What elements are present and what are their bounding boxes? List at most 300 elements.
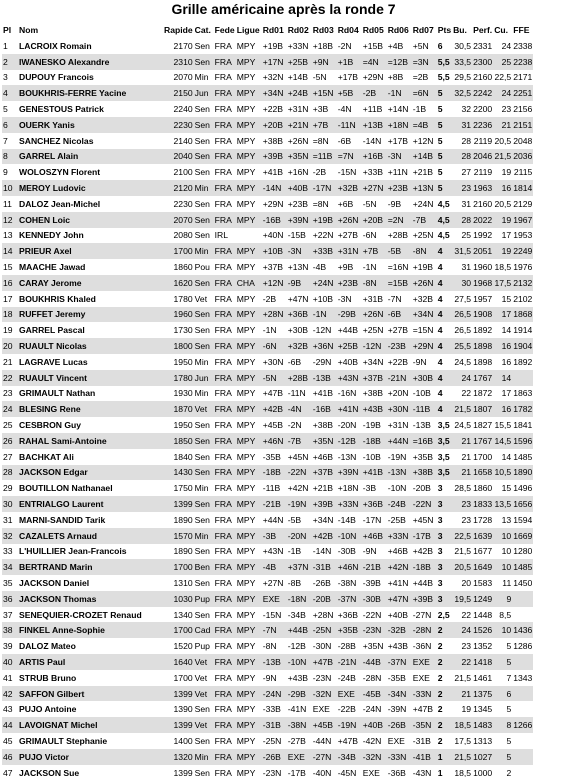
table-cell: 1950: [163, 354, 194, 370]
table-cell: +44B: [412, 575, 437, 591]
table-cell: 42: [2, 686, 18, 702]
table-cell: FRA: [214, 401, 236, 417]
table-cell: -34B: [287, 607, 312, 623]
table-cell: 1800: [163, 338, 194, 354]
table-cell: -14N: [262, 180, 287, 196]
table-cell: 6: [493, 686, 512, 702]
table-cell: Sen: [194, 54, 214, 70]
table-cell: 1520: [163, 638, 194, 654]
table-cell: -6N: [262, 338, 287, 354]
player-name: BOUTILLON Nathanael: [18, 480, 163, 496]
table-cell: 2051: [472, 243, 493, 259]
table-cell: 15,5: [493, 417, 512, 433]
table-cell: MPY: [236, 417, 262, 433]
table-cell: -4N: [287, 401, 312, 417]
player-name: WOLOSZYN Florent: [18, 164, 163, 180]
table-cell: 3: [437, 512, 452, 528]
table-cell: 1390: [163, 701, 194, 717]
table-cell: +43B: [387, 638, 412, 654]
table-row: [2, 54, 533, 70]
table-cell: 1968: [472, 275, 493, 291]
table-cell: +3B: [312, 101, 337, 117]
table-cell: -1N: [312, 307, 337, 323]
table-cell: -16N: [337, 386, 362, 402]
table-cell: -10B: [412, 386, 437, 402]
table-cell: 2160: [472, 70, 493, 86]
table-cell: Sen: [194, 38, 214, 54]
table-cell: MPY: [236, 370, 262, 386]
table-row: [2, 433, 533, 449]
table-cell: 5: [437, 149, 452, 165]
table-cell: 2170: [163, 38, 194, 54]
table-cell: FRA: [214, 717, 236, 733]
table-cell: +33B: [312, 243, 337, 259]
table-cell: 1890: [512, 465, 533, 481]
column-header: Fede: [214, 25, 235, 35]
table-cell: 1639: [472, 528, 493, 544]
table-cell: MPY: [236, 101, 262, 117]
table-cell: +38B: [362, 386, 387, 402]
table-cell: FRA: [214, 291, 236, 307]
table-cell: +18B: [312, 38, 337, 54]
table-cell: FRA: [214, 733, 236, 749]
table-cell: -40N: [312, 765, 337, 780]
table-row: [2, 117, 533, 133]
player-name: RUAULT Nicolas: [18, 338, 163, 354]
table-cell: -11B: [262, 480, 287, 496]
table-cell: Vet: [194, 670, 214, 686]
table-cell: MPY: [236, 765, 262, 780]
table-cell: +6B: [337, 196, 362, 212]
table-row: [2, 212, 533, 228]
table-cell: -19N: [337, 717, 362, 733]
table-row: [2, 85, 533, 101]
table-cell: -24N: [262, 686, 287, 702]
table-cell: +15B: [362, 38, 387, 54]
table-cell: 4: [437, 322, 452, 338]
table-cell: -10N: [337, 528, 362, 544]
table-cell: 2240: [163, 101, 194, 117]
table-cell: MPY: [236, 291, 262, 307]
table-cell: FRA: [214, 465, 236, 481]
table-cell: 1027: [472, 749, 493, 765]
table-cell: +24N: [412, 196, 437, 212]
table-cell: 1640: [163, 654, 194, 670]
table-cell: 1860: [472, 480, 493, 496]
table-cell: -14N: [312, 544, 337, 560]
table-cell: 3,5: [437, 465, 452, 481]
table-cell: -44B: [362, 654, 387, 670]
player-name: JACKSON Sue: [18, 765, 163, 780]
table-cell: 45: [2, 733, 18, 749]
table-cell: 1700: [472, 449, 493, 465]
table-cell: MPY: [236, 386, 262, 402]
table-cell: [512, 591, 533, 607]
table-cell: 1461: [472, 670, 493, 686]
table-row: [2, 149, 533, 165]
table-cell: [512, 733, 533, 749]
table-cell: Min: [194, 354, 214, 370]
table-cell: 1570: [163, 528, 194, 544]
table-cell: Sen: [194, 322, 214, 338]
table-cell: -6B: [287, 354, 312, 370]
table-cell: -9B: [387, 196, 412, 212]
table-cell: FRA: [214, 512, 236, 528]
table-cell: 3: [437, 544, 452, 560]
table-cell: MPY: [236, 717, 262, 733]
table-cell: 5: [437, 180, 452, 196]
table-cell: 2: [437, 638, 452, 654]
table-cell: +44N: [262, 512, 287, 528]
table-cell: 1399: [163, 686, 194, 702]
table-cell: Min: [194, 480, 214, 496]
table-cell: 4: [437, 275, 452, 291]
table-cell: 17,5: [493, 275, 512, 291]
table-cell: 14: [493, 370, 512, 386]
table-cell: 36: [2, 591, 18, 607]
table-cell: =11B: [312, 149, 337, 165]
table-cell: -2B: [362, 85, 387, 101]
table-cell: +33N: [287, 38, 312, 54]
table-cell: +43B: [287, 670, 312, 686]
table-cell: Min: [194, 386, 214, 402]
table-cell: 32: [452, 101, 472, 117]
table-cell: 2,5: [437, 607, 452, 623]
table-cell: 40: [2, 654, 18, 670]
table-cell: 1669: [512, 528, 533, 544]
table-cell: Pup: [194, 638, 214, 654]
table-cell: +33B: [362, 164, 387, 180]
table-cell: +42B: [312, 528, 337, 544]
table-cell: +42B: [262, 401, 287, 417]
table-cell: 1868: [512, 307, 533, 323]
table-cell: Min: [194, 749, 214, 765]
table-cell: 22,5: [493, 70, 512, 86]
table-cell: 7: [493, 670, 512, 686]
page-title: Grille américaine après la ronde 7: [171, 1, 396, 17]
table-cell: 20,5: [493, 196, 512, 212]
table-cell: 2: [437, 622, 452, 638]
table-cell: 21: [493, 117, 512, 133]
table-cell: -13B: [412, 417, 437, 433]
table-cell: 2119: [472, 133, 493, 149]
table-cell: 16: [493, 338, 512, 354]
column-header: Ligue: [236, 25, 260, 35]
table-cell: 7: [2, 133, 18, 149]
player-name: PUJO Victor: [18, 749, 163, 765]
table-cell: Vet: [194, 717, 214, 733]
table-cell: FRA: [214, 164, 236, 180]
player-name: DUPOUY Francois: [18, 70, 163, 86]
table-cell: MPY: [236, 70, 262, 86]
player-name: JACKSON Thomas: [18, 591, 163, 607]
table-cell: 28: [452, 149, 472, 165]
table-cell: 1890: [163, 544, 194, 560]
table-cell: 6: [437, 38, 452, 54]
table-cell: +32B: [412, 291, 437, 307]
table-cell: -1B: [412, 101, 437, 117]
table-cell: +19B: [262, 38, 287, 54]
player-name: MEROY Ludovic: [18, 180, 163, 196]
table-cell: MPY: [236, 401, 262, 417]
table-cell: FRA: [214, 386, 236, 402]
table-cell: Pou: [194, 259, 214, 275]
table-cell: 4: [437, 259, 452, 275]
table-cell: 23: [452, 638, 472, 654]
table-cell: +40N: [262, 228, 287, 244]
table-row: [2, 638, 533, 654]
table-cell: 1827: [472, 417, 493, 433]
table-cell: 2338: [512, 38, 533, 54]
table-cell: 1496: [512, 480, 533, 496]
table-cell: +44N: [387, 433, 412, 449]
table-cell: 1976: [512, 259, 533, 275]
table-cell: 9: [493, 591, 512, 607]
table-cell: 1399: [163, 765, 194, 780]
table-cell: +25B: [287, 54, 312, 70]
table-cell: MPY: [236, 149, 262, 165]
table-cell: Sen: [194, 275, 214, 291]
table-cell: 3,5: [437, 449, 452, 465]
table-cell: 39: [2, 638, 18, 654]
table-cell: -12B: [287, 638, 312, 654]
table-cell: EXE: [312, 701, 337, 717]
table-cell: 8: [2, 149, 18, 165]
table-cell: 1450: [512, 575, 533, 591]
table-cell: -10N: [387, 480, 412, 496]
table-cell: 32: [2, 528, 18, 544]
table-cell: 1892: [512, 354, 533, 370]
table-cell: 2070: [163, 212, 194, 228]
player-name: RAHAL Sami-Antoine: [18, 433, 163, 449]
table-cell: -11B: [412, 401, 437, 417]
table-cell: 2: [2, 54, 18, 70]
table-cell: Cad: [194, 622, 214, 638]
table-cell: MPY: [236, 686, 262, 702]
table-cell: Vet: [194, 654, 214, 670]
table-cell: +40B: [387, 607, 412, 623]
table-cell: 4: [437, 370, 452, 386]
table-cell: =12B: [387, 54, 412, 70]
table-cell: +46N: [262, 433, 287, 449]
table-cell: 1898: [472, 354, 493, 370]
table-cell: CHA: [236, 275, 262, 291]
table-cell: FRA: [214, 243, 236, 259]
table-cell: 1872: [472, 386, 493, 402]
table-cell: -6B: [337, 133, 362, 149]
player-name: RUFFET Jeremy: [18, 307, 163, 323]
table-cell: -36B: [387, 765, 412, 780]
table-cell: +4B: [387, 38, 412, 54]
table-cell: 1700: [163, 622, 194, 638]
table-cell: FRA: [214, 607, 236, 623]
table-cell: +15N: [312, 85, 337, 101]
table-cell: =8N: [312, 133, 337, 149]
table-cell: -4B: [262, 559, 287, 575]
table-cell: 1700: [163, 670, 194, 686]
table-cell: -31B: [262, 717, 287, 733]
table-cell: +47B: [412, 701, 437, 717]
table-cell: [236, 228, 262, 244]
table-cell: +42N: [387, 559, 412, 575]
table-cell: FRA: [214, 196, 236, 212]
column-header: Rd07: [412, 25, 434, 35]
table-cell: 10: [493, 622, 512, 638]
table-cell: 1485: [512, 559, 533, 575]
table-cell: +5B: [337, 85, 362, 101]
table-cell: Sen: [194, 496, 214, 512]
table-cell: 4: [437, 243, 452, 259]
table-cell: 2310: [163, 54, 194, 70]
table-cell: 1860: [163, 259, 194, 275]
table-cell: -7B: [412, 212, 437, 228]
table-cell: 1967: [512, 212, 533, 228]
table-cell: +1B: [337, 54, 362, 70]
table-cell: Sen: [194, 701, 214, 717]
table-cell: +39B: [312, 496, 337, 512]
table-cell: 1963: [472, 180, 493, 196]
table-cell: 25: [452, 228, 472, 244]
table-cell: -5N: [262, 370, 287, 386]
table-cell: 1750: [163, 480, 194, 496]
table-cell: 30: [2, 496, 18, 512]
table-cell: 2036: [512, 149, 533, 165]
table-cell: 27,5: [452, 291, 472, 307]
table-cell: 1950: [163, 417, 194, 433]
table-cell: 22: [452, 607, 472, 623]
table-cell: +23B: [287, 196, 312, 212]
table-cell: 1892: [472, 322, 493, 338]
table-cell: +24B: [287, 85, 312, 101]
table-cell: -13N: [387, 465, 412, 481]
table-cell: +47N: [287, 291, 312, 307]
table-cell: EXE: [412, 670, 437, 686]
table-cell: EXE: [287, 749, 312, 765]
table-cell: -8N: [262, 638, 287, 654]
table-cell: 1345: [472, 701, 493, 717]
table-cell: 2242: [472, 85, 493, 101]
table-cell: +29N: [262, 196, 287, 212]
table-cell: 1890: [163, 512, 194, 528]
table-cell: FRA: [214, 259, 236, 275]
table-cell: 3: [437, 480, 452, 496]
table-cell: FRA: [214, 559, 236, 575]
table-cell: +45B: [312, 717, 337, 733]
table-cell: 24: [2, 401, 18, 417]
table-cell: +19B: [412, 259, 437, 275]
table-cell: -12B: [337, 433, 362, 449]
table-cell: +36N: [312, 338, 337, 354]
table-row: [2, 607, 533, 623]
table-cell: Sen: [194, 338, 214, 354]
table-cell: +40B: [362, 717, 387, 733]
table-row: [2, 401, 533, 417]
table-cell: +32B: [287, 338, 312, 354]
table-cell: -3B: [262, 528, 287, 544]
table-cell: +25N: [412, 228, 437, 244]
table-cell: 28: [2, 465, 18, 481]
table-cell: 5: [437, 133, 452, 149]
table-row: [2, 670, 533, 686]
table-cell: MPY: [236, 243, 262, 259]
table-cell: 2: [437, 733, 452, 749]
table-cell: 8,5: [493, 607, 512, 623]
table-cell: Sen: [194, 449, 214, 465]
table-cell: 24: [452, 622, 472, 638]
table-cell: [512, 749, 533, 765]
table-cell: 3: [2, 70, 18, 86]
table-cell: +38B: [312, 417, 337, 433]
table-cell: 23: [452, 180, 472, 196]
table-cell: -13B: [312, 370, 337, 386]
table-cell: Sen: [194, 512, 214, 528]
table-cell: -21B: [262, 496, 287, 512]
table-cell: 46: [2, 749, 18, 765]
table-cell: 4: [437, 291, 452, 307]
table-cell: +37B: [362, 370, 387, 386]
table-cell: -32B: [387, 622, 412, 638]
table-cell: MPY: [236, 591, 262, 607]
column-header: Nom: [19, 25, 39, 35]
table-cell: 1: [437, 765, 452, 780]
table-cell: =7N: [337, 149, 362, 165]
table-cell: 30,5: [452, 38, 472, 54]
table-cell: [512, 607, 533, 623]
table-cell: MPY: [236, 654, 262, 670]
table-cell: 10: [493, 559, 512, 575]
table-cell: +18N: [387, 117, 412, 133]
table-cell: +25N: [362, 322, 387, 338]
table-cell: +34N: [412, 307, 437, 323]
table-cell: =8N: [312, 196, 337, 212]
table-cell: 1656: [512, 496, 533, 512]
table-row: [2, 291, 533, 307]
table-cell: 2120: [163, 180, 194, 196]
table-cell: 2115: [512, 164, 533, 180]
table-cell: +44B: [287, 622, 312, 638]
table-cell: 26: [2, 433, 18, 449]
table-cell: 19: [493, 243, 512, 259]
table-cell: 2070: [163, 70, 194, 86]
table-cell: -21N: [387, 370, 412, 386]
table-cell: 3,5: [437, 433, 452, 449]
table-cell: 3: [437, 528, 452, 544]
table-cell: +38B: [412, 465, 437, 481]
table-row: [2, 765, 533, 780]
table-cell: 1485: [512, 449, 533, 465]
table-cell: 26,5: [452, 307, 472, 323]
table-cell: MPY: [236, 559, 262, 575]
table-cell: MPY: [236, 117, 262, 133]
table-cell: -27N: [412, 607, 437, 623]
table-cell: 1343: [512, 670, 533, 686]
table-cell: -39B: [362, 575, 387, 591]
table-cell: 4,5: [437, 196, 452, 212]
table-cell: 2: [437, 701, 452, 717]
table-cell: 15: [493, 291, 512, 307]
table-cell: +35N: [312, 433, 337, 449]
table-cell: 2151: [512, 117, 533, 133]
table-cell: -41N: [287, 701, 312, 717]
table-cell: +30B: [287, 322, 312, 338]
table-cell: -33N: [387, 749, 412, 765]
table-cell: FRA: [214, 101, 236, 117]
table-row: [2, 512, 533, 528]
table-cell: Jun: [194, 85, 214, 101]
table-body: [2, 38, 533, 780]
table-cell: FRA: [214, 528, 236, 544]
table-cell: 1400: [163, 733, 194, 749]
